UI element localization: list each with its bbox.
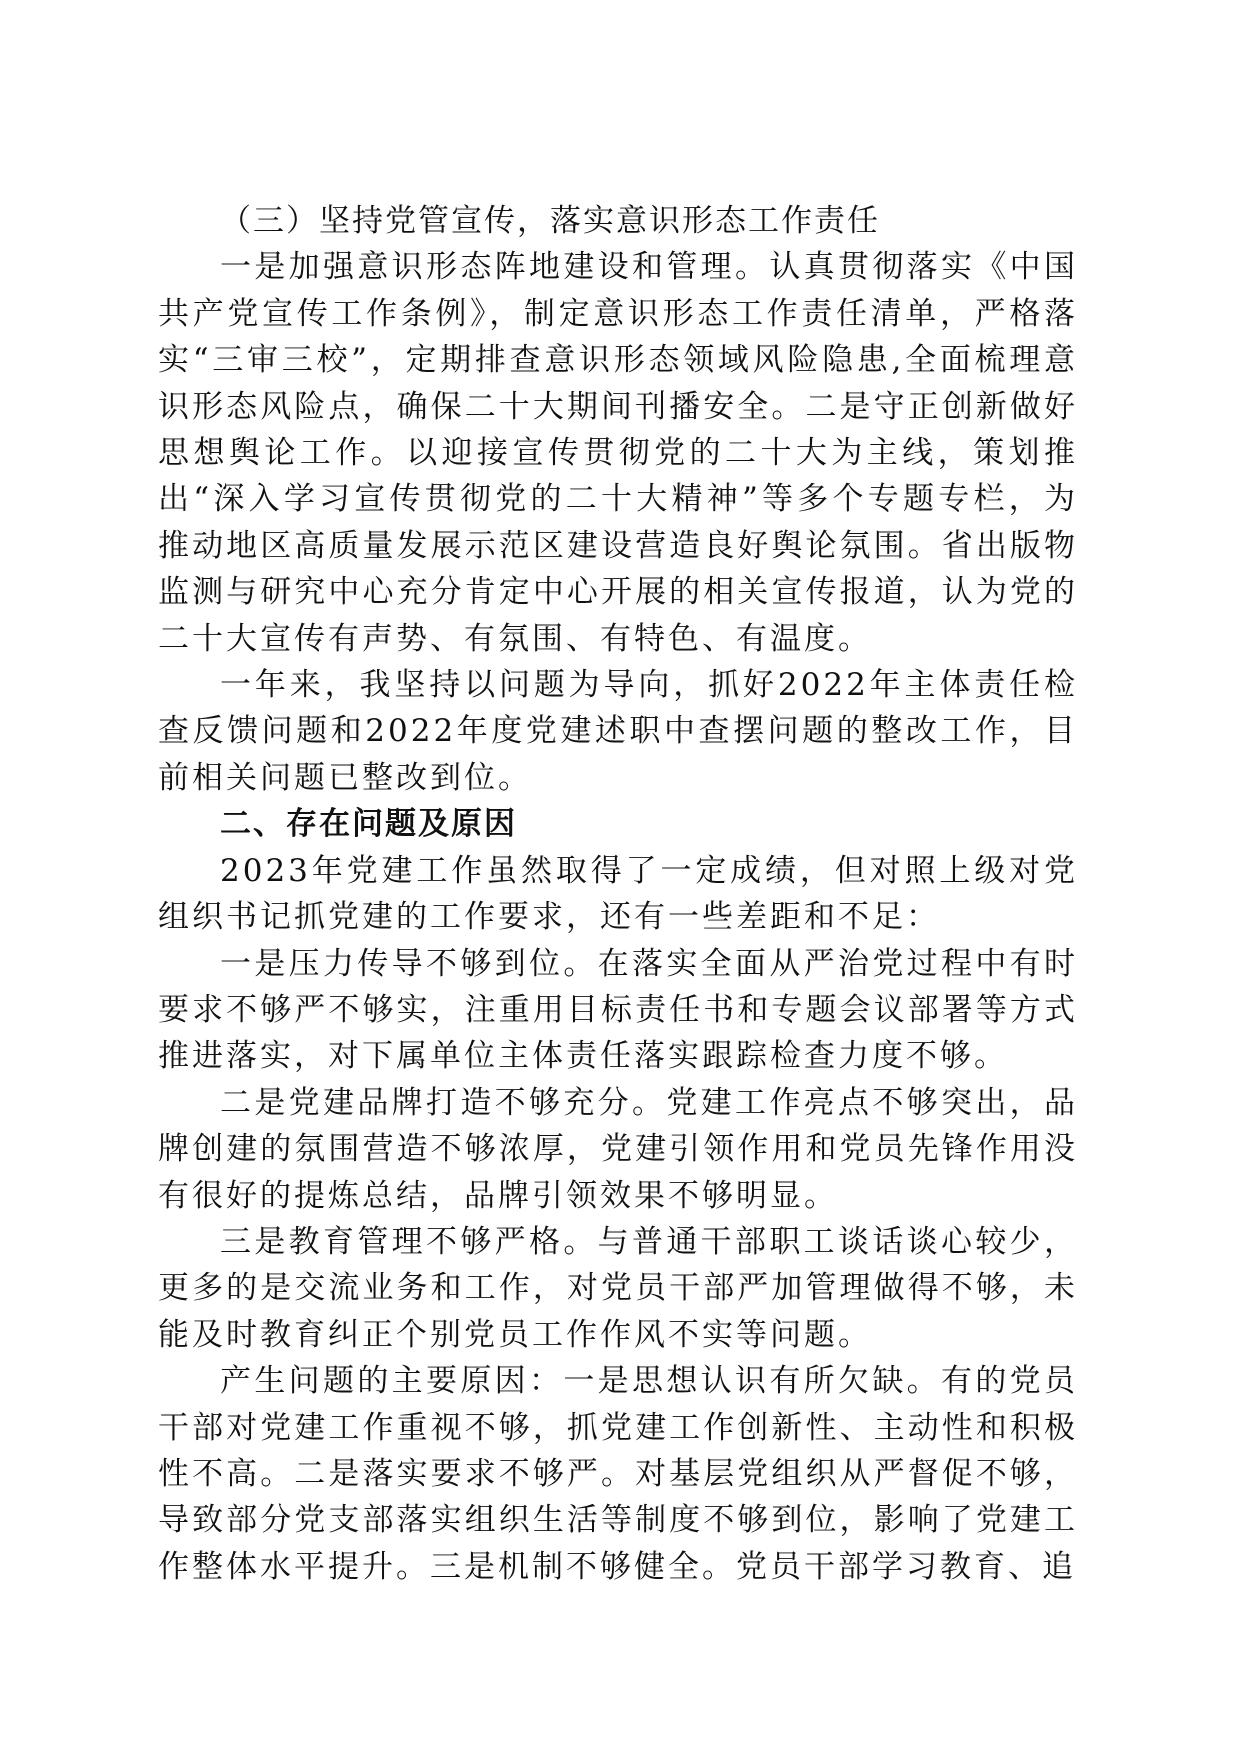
paragraph-ideology: 一是加强意识形态阵地建设和管理。认真贯彻落实《中国共产党宣传工作条例》，制定意识形态工作责任清单，严格落实“三审三校”，定期排查意识形态领域风险隐患,全面梳理意识形态风险点，确保二十大期间刊播安全。二是守正创新做好思想舆论工作。以迎接宣传贯彻党的二十大为主线，策划推出“深入学习宣传贯彻党的二十大精神”等多个专题专栏，为推动地区高质量发展示范区建设营造良好舆论氛围。省出版物监测与研究中心充分肯定中心开展的相关宣传报道，认为党的二十大宣传有声势、有氛围、有特色、有温度。: [158, 249, 1078, 657]
part-two-heading: 二、存在问题及原因: [220, 806, 517, 843]
paragraph-problem-one: 一是压力传导不够到位。在落实全面从严治党过程中有时要求不够严不够实，注重用目标责任书和专题会议部署等方式推进落实，对下属单位主体责任落实跟踪检查力度不够。: [158, 945, 1078, 1075]
section-three-title: （三）坚持党管宣传，落实意识形态工作责任: [220, 203, 880, 239]
paragraph-intro-problems: 2023年党建工作虽然取得了一定成绩，但对照上级对党组织书记抓党建的工作要求，还有一些差距和不足：: [158, 852, 1078, 936]
paragraph-rectification: 一年来，我坚持以问题为导向，抓好2022年主体责任检查反馈问题和2022年度党建述职中查摆问题的整改工作，目前相关问题已整改到位。: [158, 667, 1078, 796]
document-body: [158, 198, 1078, 1590]
paragraph-causes: 产生问题的主要原因：一是思想认识有所欠缺。有的党员干部对党建工作重视不够，抓党建工作创新性、主动性和积极性不高。二是落实要求不够严。对基层党组织从严督促不够，导致部分党支部落实组织生活等制度不够到位，影响了党建工作整体水平提升。三是机制不够健全。党员干部学习教育、追: [158, 1363, 1078, 1585]
paragraph-problem-three: 三是教育管理不够严格。与普通干部职工谈话谈心较少，更多的是交流业务和工作，对党员干部严加管理做得不够，未能及时教育纠正个别党员工作作风不实等问题。: [158, 1223, 1078, 1353]
paragraph-problem-two: 二是党建品牌打造不够充分。党建工作亮点不够突出，品牌创建的氛围营造不够浓厚，党建引领作用和党员先锋作用没有很好的提炼总结，品牌引领效果不够明显。: [158, 1084, 1078, 1214]
